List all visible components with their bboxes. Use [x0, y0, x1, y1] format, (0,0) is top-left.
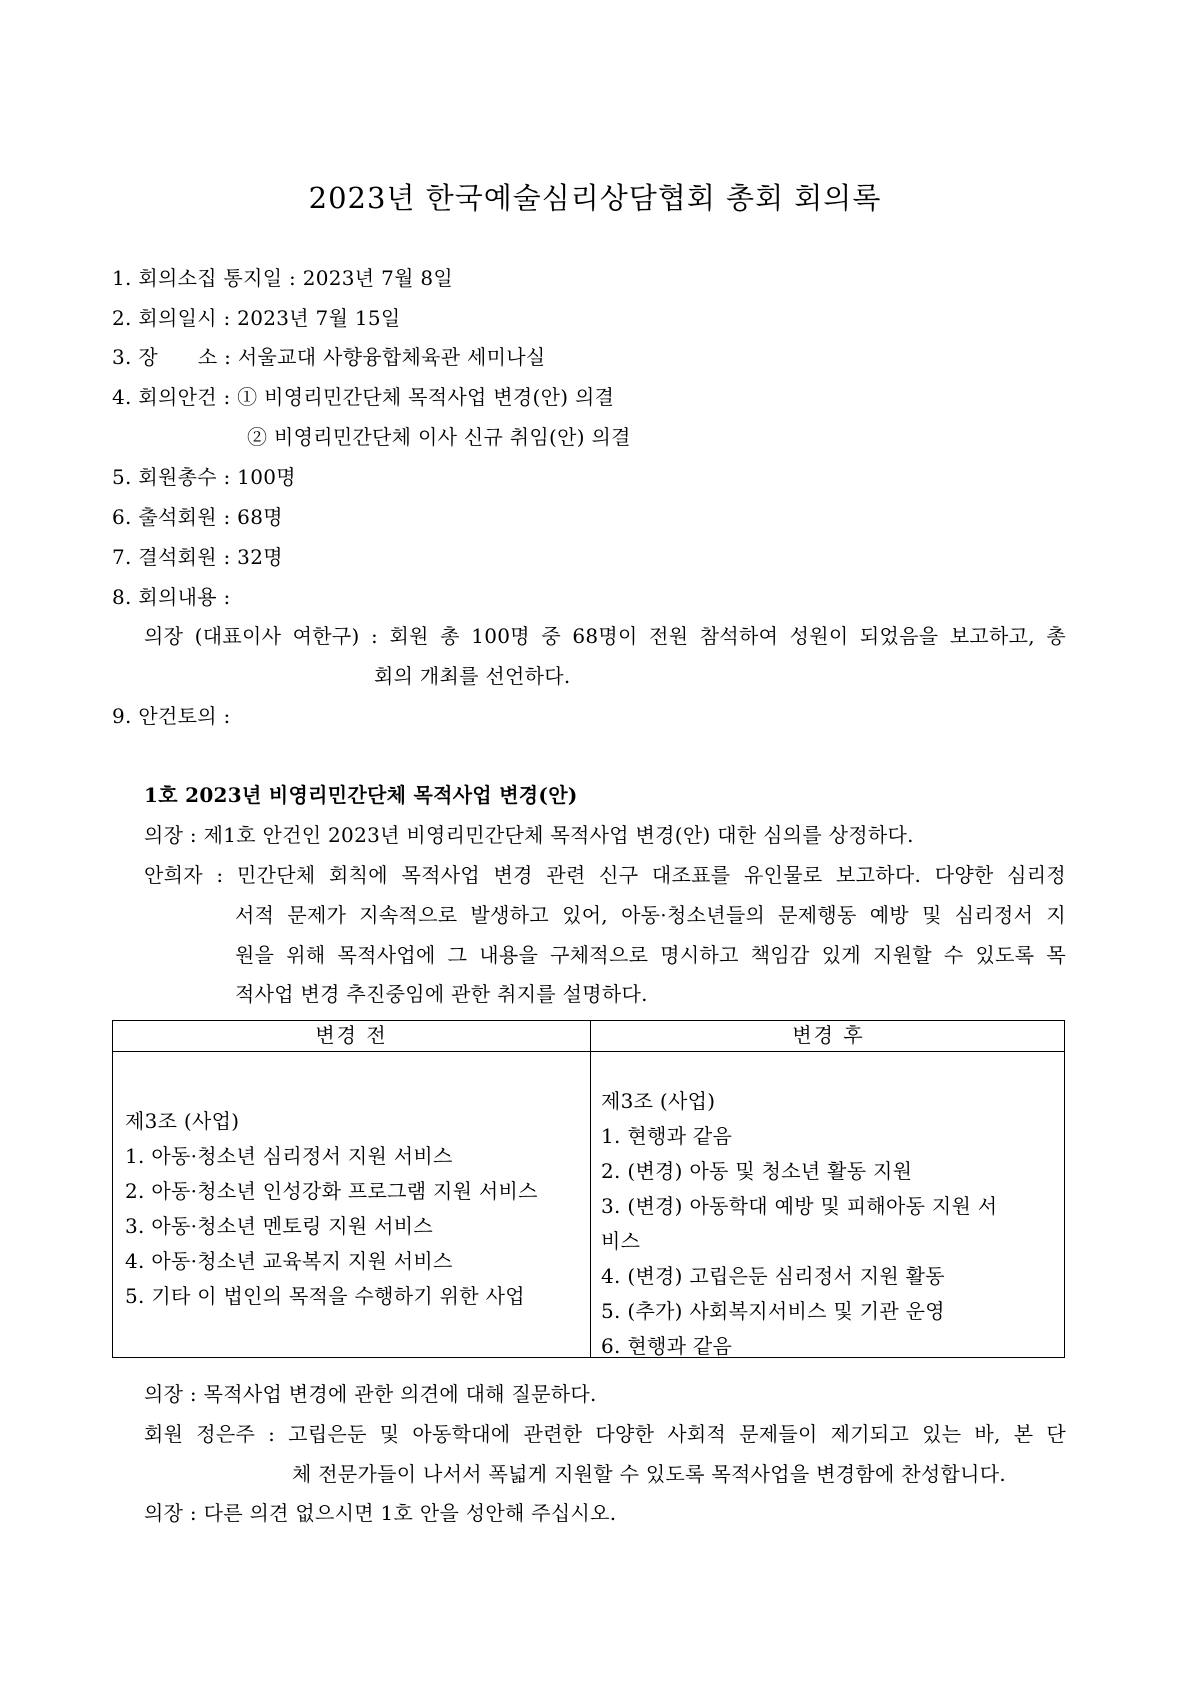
after-line: 6. 현행과 같음 — [601, 1334, 733, 1358]
item-absent: 7. 결석회원 : 32명 — [112, 545, 283, 569]
before-line: 3. 아동·청소년 멘토링 지원 서비스 — [125, 1214, 434, 1238]
document-title: 2023년 한국예술심리상담협회 총회 회의록 — [308, 181, 882, 215]
item-agenda: 4. 회의안건 : ① 비영리민간단체 목적사업 변경(안) 의결 — [112, 385, 615, 409]
chair-closing: 의장 : 다른 의견 없으시면 1호 안을 성안해 주십시오. — [144, 1501, 617, 1525]
after-line: 비스 — [601, 1229, 641, 1253]
before-line: 5. 기타 이 법인의 목적을 수행하기 위한 사업 — [125, 1284, 525, 1308]
item-agenda-2: ② 비영리민간단체 이사 신규 취임(안) 의결 — [247, 425, 631, 449]
before-line: 2. 아동·청소년 인성강화 프로그램 지원 서비스 — [125, 1179, 538, 1203]
chair-question: 의장 : 목적사업 변경에 관한 의견에 대해 질문하다. — [144, 1382, 597, 1406]
after-line: 5. (추가) 사회복지서비스 및 기관 운영 — [601, 1299, 945, 1323]
before-line: 4. 아동·청소년 교육복지 지원 서비스 — [125, 1249, 453, 1273]
member-comment-line2: 체 전문가들이 나서서 폭넓게 지원할 수 있도록 목적사업을 변경함에 찬성합니다. — [292, 1462, 1007, 1486]
comparison-table — [112, 1020, 1065, 1358]
after-line: 3. (변경) 아동학대 예방 및 피해아동 지원 서 — [601, 1194, 998, 1218]
chair-opening-line1: 의장 (대표이사 여한구) : 회원 총 100명 중 68명이 전원 참석하여 성원이 되었음을 보고하고, 총 — [144, 624, 1066, 648]
after-line: 1. 현행과 같음 — [601, 1124, 733, 1148]
item-notice-date: 1. 회의소집 통지일 : 2023년 7월 8일 — [112, 266, 454, 290]
header-after: 변경 후 — [792, 1023, 865, 1047]
agenda1-presenter-line1: 안희자 : 민간단체 회칙에 목적사업 변경 관련 신구 대조표를 유인물로 보고하다. 다양한 심리정 — [144, 863, 1066, 887]
agenda1-chair: 의장 : 제1호 안건인 2023년 비영리민간단체 목적사업 변경(안) 대한 심의를 상정하다. — [144, 823, 914, 847]
after-line: 4. (변경) 고립은둔 심리정서 지원 활동 — [601, 1264, 945, 1288]
item-meeting-date: 2. 회의일시 : 2023년 7월 15일 — [112, 306, 401, 330]
item-attending: 6. 출석회원 : 68명 — [112, 505, 283, 529]
after-line: 제3조 (사업) — [601, 1089, 716, 1113]
agenda1-presenter-line4: 적사업 변경 추진중임에 관한 취지를 설명하다. — [235, 982, 648, 1006]
table-divider — [590, 1021, 591, 1357]
agenda1-presenter-line3: 원을 위해 목적사업에 그 내용을 구체적으로 명시하고 책임감 있게 지원할 수 있도록 목 — [235, 943, 1066, 967]
item-venue: 3. 장 소 : 서울교대 사향융합체육관 세미나실 — [112, 345, 546, 369]
item-content: 8. 회의내용 : — [112, 585, 231, 609]
after-line: 2. (변경) 아동 및 청소년 활동 지원 — [601, 1159, 913, 1183]
header-before: 변경 전 — [315, 1023, 388, 1047]
agenda1-presenter-line2: 서적 문제가 지속적으로 발생하고 있어, 아동·청소년들의 문제행동 예방 및 심리정서 지 — [235, 903, 1066, 927]
before-line: 제3조 (사업) — [125, 1109, 240, 1133]
item-total-members: 5. 회원총수 : 100명 — [112, 465, 296, 489]
agenda1-heading: 1호 2023년 비영리민간단체 목적사업 변경(안) — [144, 783, 578, 807]
item-agenda-discussion: 9. 안건토의 : — [112, 704, 231, 728]
chair-opening-line2: 회의 개최를 선언하다. — [374, 664, 571, 688]
member-comment-line1: 회원 정은주 : 고립은둔 및 아동학대에 관련한 다양한 사회적 문제들이 제기되고 있는 바, 본 단 — [144, 1422, 1066, 1446]
before-line: 1. 아동·청소년 심리정서 지원 서비스 — [125, 1144, 453, 1168]
